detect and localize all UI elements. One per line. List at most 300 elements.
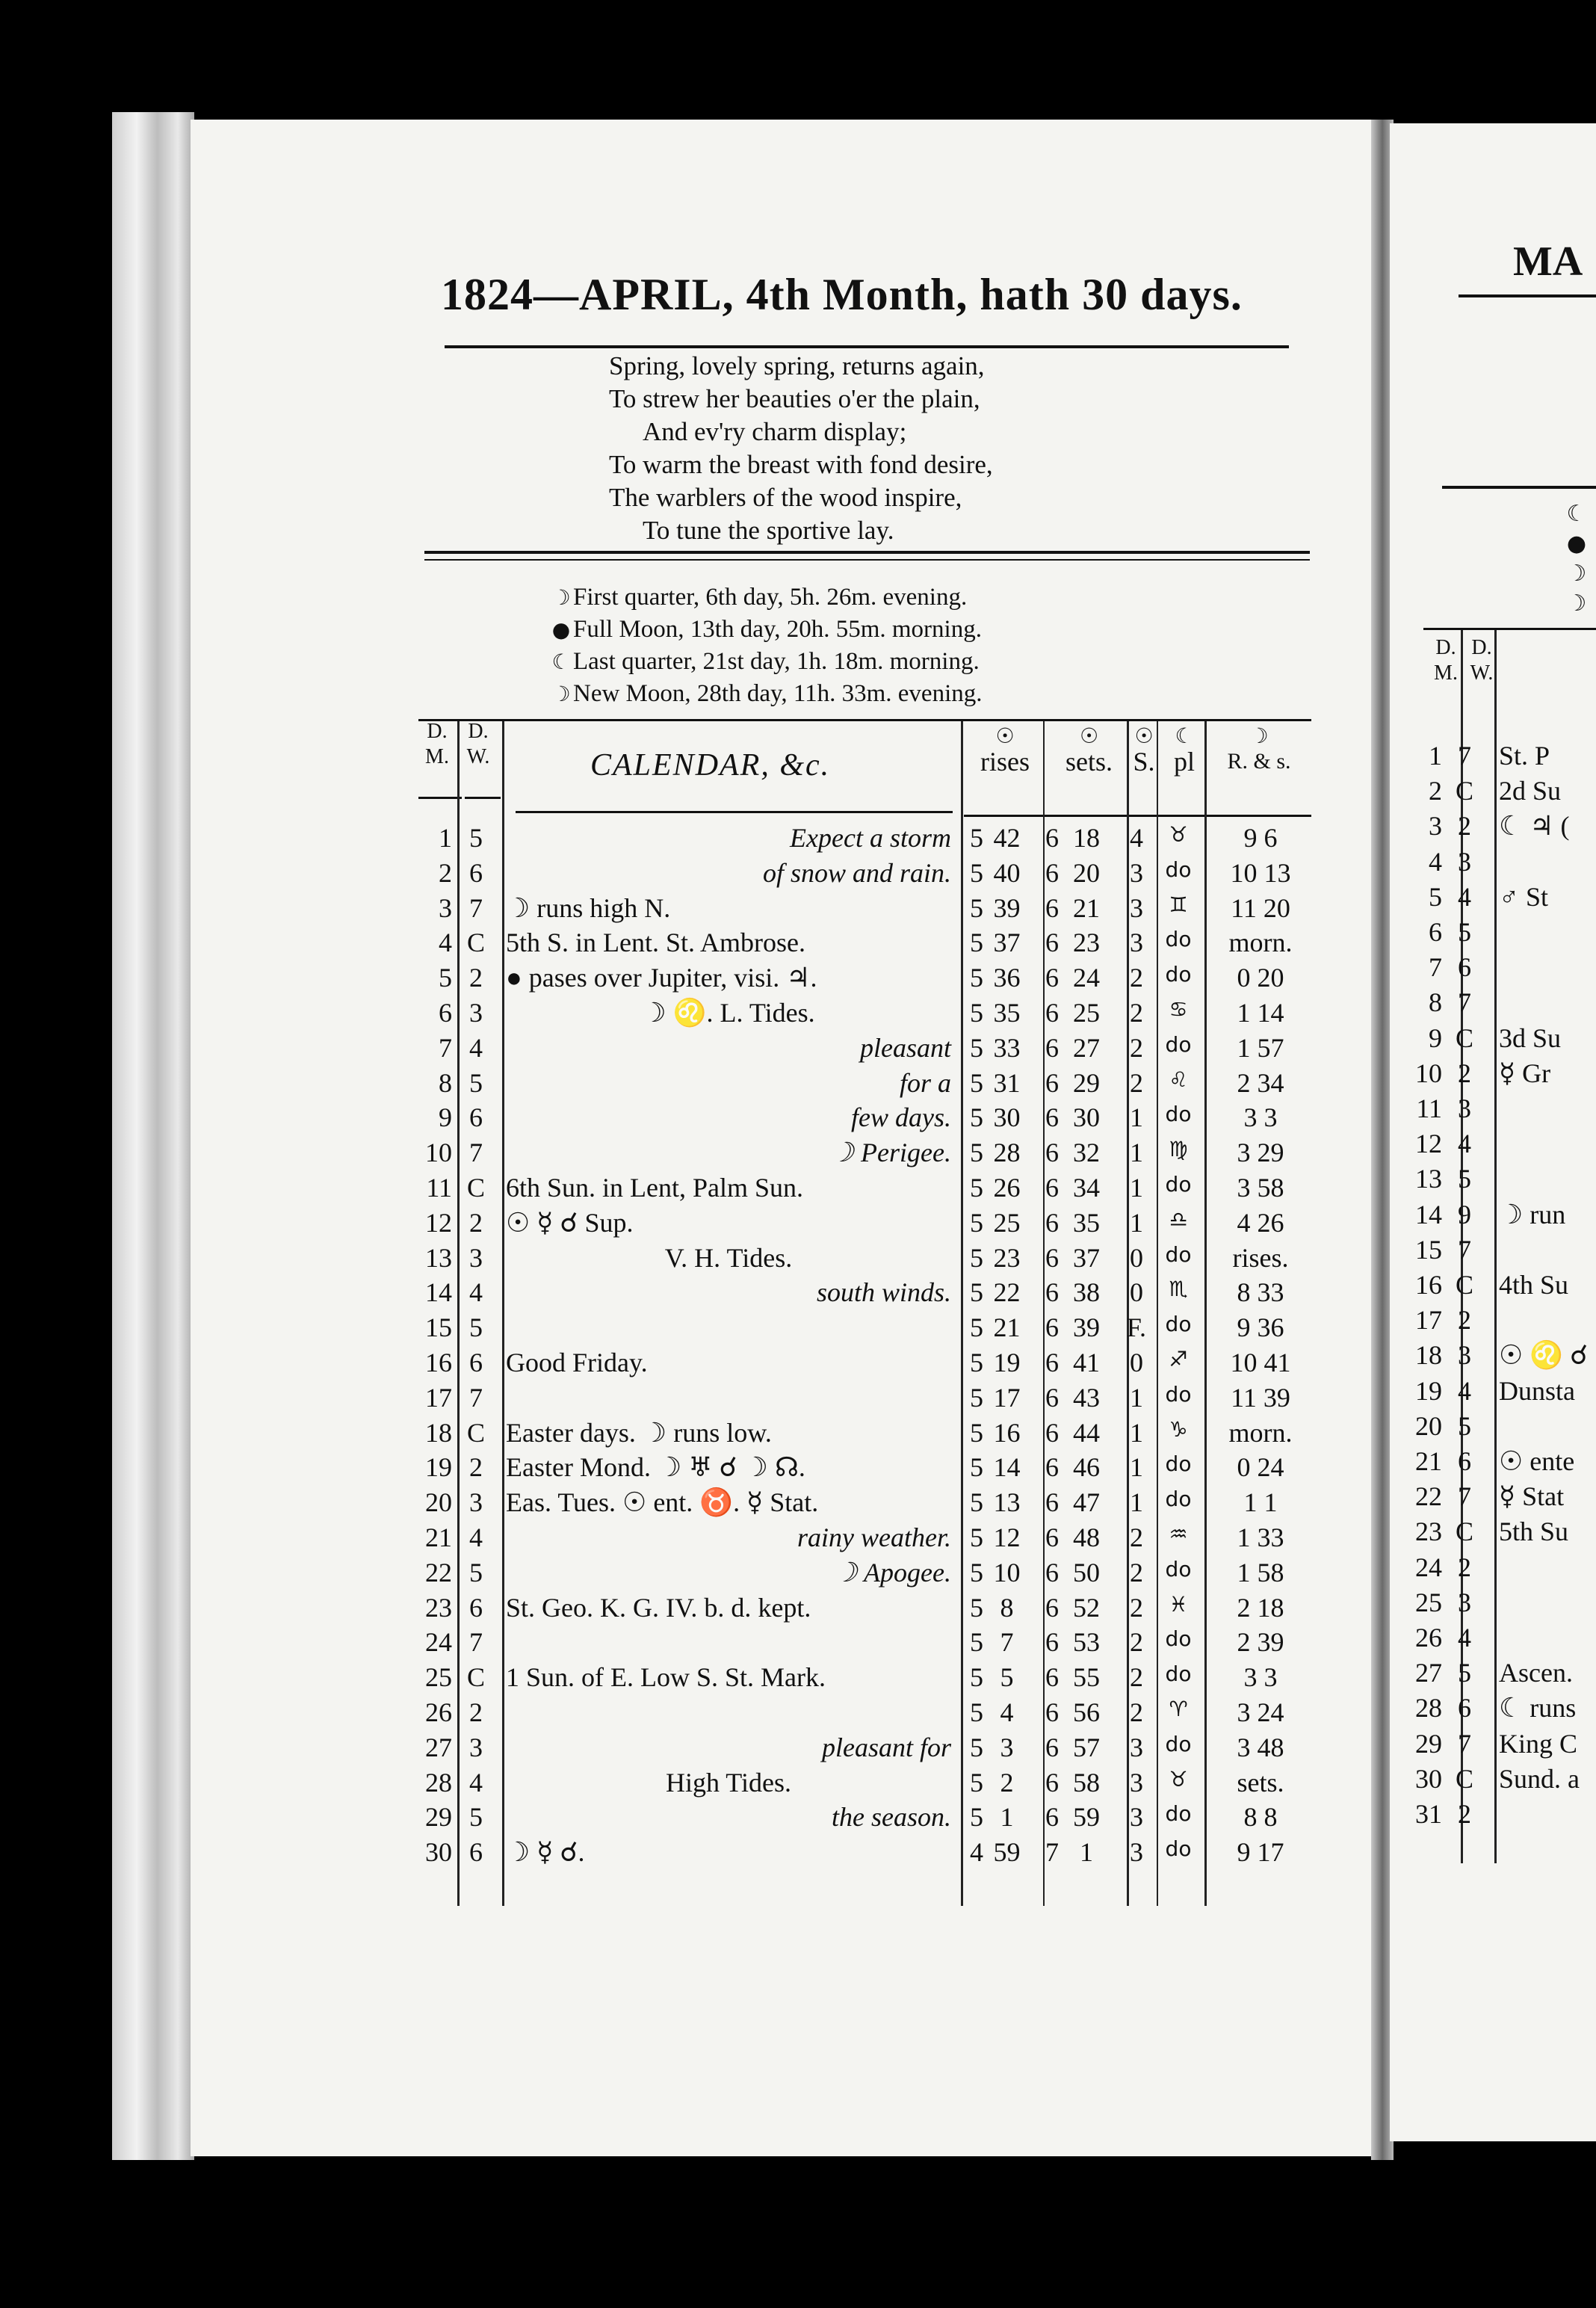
cell-rs: sets. bbox=[1237, 1767, 1284, 1798]
cell-rh: 5 bbox=[970, 1067, 983, 1098]
right-cell-dm: 3 bbox=[1429, 811, 1442, 842]
cell-rm: 39 bbox=[993, 892, 1021, 923]
cell-dw: 3 bbox=[469, 998, 483, 1028]
cell-rm: 7 bbox=[1000, 1627, 1014, 1658]
cell-dw: 3 bbox=[469, 1732, 483, 1762]
moon-phase-full: ● Full Moon, 13th day, 20h. 55m. morning. bbox=[549, 614, 1192, 646]
cell-sh: 6 bbox=[1045, 963, 1059, 993]
cell-rm: 36 bbox=[993, 963, 1021, 993]
cell-pl: do bbox=[1165, 927, 1192, 952]
cell-rh: 5 bbox=[970, 998, 983, 1028]
cell-calendar-note: pleasant for bbox=[821, 1732, 951, 1762]
cell-rm: 30 bbox=[993, 1102, 1021, 1133]
cell-rs: 9 36 bbox=[1237, 1312, 1284, 1343]
right-cell-dw: 7 bbox=[1458, 1481, 1471, 1512]
cell-sm: 50 bbox=[1073, 1557, 1100, 1587]
cell-rs: 2 34 bbox=[1237, 1067, 1284, 1098]
right-cell-dm: 11 bbox=[1416, 1093, 1442, 1123]
table-row bbox=[415, 1626, 1311, 1661]
table-row bbox=[415, 1451, 1311, 1486]
cell-calendar-note: Easter days. ☽ runs low. bbox=[506, 1417, 772, 1448]
right-cell-dm: 9 bbox=[1429, 1022, 1442, 1053]
right-table-row bbox=[1412, 1375, 1592, 1410]
cell-s: 1 bbox=[1130, 1207, 1143, 1238]
cell-rh: 5 bbox=[970, 1802, 983, 1833]
right-table-row bbox=[1412, 1798, 1592, 1833]
cell-dm: 1 bbox=[439, 823, 452, 853]
right-table-row bbox=[1412, 1199, 1592, 1233]
cell-dw: 3 bbox=[469, 1242, 483, 1273]
right-cell-cal: ☾ ♃ ( bbox=[1499, 811, 1570, 842]
cell-rh: 5 bbox=[970, 1242, 983, 1273]
cell-sm: 56 bbox=[1073, 1697, 1100, 1727]
right-cell-dw: 2 bbox=[1458, 1305, 1471, 1336]
cell-dw: 2 bbox=[469, 1452, 483, 1483]
right-cell-dw: 2 bbox=[1458, 811, 1471, 842]
table-row bbox=[415, 1312, 1311, 1346]
cell-rm: 10 bbox=[993, 1557, 1021, 1587]
cell-dm: 17 bbox=[425, 1382, 452, 1413]
cell-dw: 5 bbox=[469, 1067, 483, 1098]
cell-pl: do bbox=[1165, 1626, 1192, 1652]
cell-dw: 7 bbox=[469, 1138, 483, 1168]
cell-rs: rises. bbox=[1232, 1242, 1289, 1273]
cell-sh: 7 bbox=[1045, 1837, 1059, 1868]
right-table-row bbox=[1412, 881, 1592, 916]
cell-sh: 6 bbox=[1045, 1242, 1059, 1273]
cell-dm: 25 bbox=[425, 1662, 452, 1693]
cell-sm: 20 bbox=[1073, 857, 1100, 888]
cell-calendar-note: ☉ ☿ ☌ Sup. bbox=[506, 1207, 634, 1238]
right-cell-dw: C bbox=[1455, 1516, 1473, 1547]
cell-rm: 25 bbox=[993, 1207, 1021, 1238]
poem-line: Spring, lovely spring, returns again, bbox=[609, 351, 985, 380]
cell-dm: 3 bbox=[439, 892, 452, 923]
right-moon-phase-symbols bbox=[1565, 499, 1588, 619]
cell-dw: 5 bbox=[469, 823, 483, 853]
cell-rh: 5 bbox=[970, 1173, 983, 1203]
cell-rs: morn. bbox=[1228, 1417, 1293, 1448]
cell-rh: 5 bbox=[970, 1102, 983, 1133]
cell-rh: 5 bbox=[970, 1732, 983, 1762]
cell-rs: 1 57 bbox=[1237, 1032, 1284, 1063]
moon-phase-first-quarter: ☽ First quarter, 6th day, 5h. 26m. evening. bbox=[549, 581, 1192, 614]
cell-s: 2 bbox=[1130, 1697, 1143, 1727]
table-row bbox=[415, 1417, 1311, 1451]
cell-s: 3 bbox=[1130, 928, 1143, 958]
cell-rh: 5 bbox=[970, 1592, 983, 1623]
table-row bbox=[415, 892, 1311, 927]
cell-rs: 3 48 bbox=[1237, 1732, 1284, 1762]
poem-line: To strew her beauties o'er the plain, bbox=[609, 384, 980, 413]
cell-pl: do bbox=[1165, 1241, 1192, 1267]
cell-s: 3 bbox=[1130, 1732, 1143, 1762]
cell-dm: 26 bbox=[425, 1697, 452, 1727]
cell-calendar-note: few days. bbox=[851, 1102, 951, 1133]
cell-rm: 4 bbox=[1000, 1697, 1014, 1727]
cell-rs: morn. bbox=[1228, 928, 1293, 958]
cell-rm: 40 bbox=[993, 857, 1021, 888]
cell-dm: 24 bbox=[425, 1627, 452, 1658]
right-table-row bbox=[1412, 1622, 1592, 1656]
right-cell-dm: 16 bbox=[1415, 1270, 1442, 1300]
right-cell-dw: 6 bbox=[1458, 952, 1471, 983]
cell-rm: 8 bbox=[1000, 1592, 1014, 1623]
cell-pl: ♐ bbox=[1169, 1347, 1188, 1371]
cell-dm: 30 bbox=[425, 1837, 452, 1868]
cell-pl: ♑ bbox=[1169, 1416, 1188, 1442]
cell-s: 3 bbox=[1130, 1767, 1143, 1798]
cell-calendar-note: ☽ Apogee. bbox=[833, 1557, 951, 1587]
right-cell-dw: 7 bbox=[1458, 1728, 1471, 1759]
full-moon-icon: ● bbox=[1566, 531, 1587, 557]
cell-dw: 6 bbox=[469, 1837, 483, 1868]
cell-rs: 1 58 bbox=[1237, 1557, 1284, 1587]
right-cell-dm: 31 bbox=[1415, 1799, 1442, 1829]
cell-dw: 7 bbox=[469, 1382, 483, 1413]
cell-rm: 23 bbox=[993, 1242, 1021, 1273]
cell-dm: 20 bbox=[425, 1487, 452, 1518]
poem bbox=[609, 350, 1192, 547]
cell-rs: 1 14 bbox=[1237, 998, 1284, 1028]
cell-calendar-note: Expect a storm bbox=[790, 823, 951, 853]
table-row bbox=[415, 1487, 1311, 1521]
cell-rh: 5 bbox=[970, 1522, 983, 1552]
right-table-row bbox=[1412, 740, 1592, 774]
cell-rh: 5 bbox=[970, 1662, 983, 1693]
cell-sm: 32 bbox=[1073, 1138, 1100, 1168]
cell-sm: 18 bbox=[1073, 823, 1100, 853]
cell-sm: 41 bbox=[1073, 1348, 1100, 1377]
right-table-row bbox=[1412, 1552, 1592, 1586]
cell-s: 2 bbox=[1130, 1627, 1143, 1658]
cell-pl: do bbox=[1165, 1801, 1192, 1827]
cell-sh: 6 bbox=[1045, 1522, 1059, 1552]
moon-phase-new: ☽ New Moon, 28th day, 11h. 33m. evening. bbox=[549, 678, 1192, 710]
cell-s: 1 bbox=[1130, 1487, 1143, 1518]
table-row bbox=[415, 1277, 1311, 1311]
right-table-row bbox=[1412, 1128, 1592, 1162]
cell-dm: 10 bbox=[425, 1138, 452, 1168]
cell-calendar-note: ☽ ♌. L. Tides. bbox=[642, 998, 815, 1028]
cell-sm: 29 bbox=[1073, 1067, 1100, 1098]
table-row bbox=[415, 1032, 1311, 1067]
cell-dw: 5 bbox=[469, 1557, 483, 1587]
table-row bbox=[415, 1767, 1311, 1801]
right-cell-dw: 5 bbox=[1458, 1164, 1471, 1194]
right-table-row bbox=[1412, 810, 1592, 845]
moon-first-quarter-icon: ☽ bbox=[1566, 561, 1587, 587]
cell-rs: 9 6 bbox=[1243, 823, 1278, 853]
header-sun-sets: ☉ sets. bbox=[1050, 723, 1128, 774]
header-underline bbox=[964, 815, 1311, 817]
cell-rs: 2 18 bbox=[1237, 1592, 1284, 1623]
cell-sh: 6 bbox=[1045, 1277, 1059, 1308]
cell-rs: 4 26 bbox=[1237, 1207, 1284, 1238]
cell-sm: 59 bbox=[1073, 1802, 1100, 1833]
cell-dw: 2 bbox=[469, 1207, 483, 1238]
header-day-of-week: D. W. bbox=[466, 720, 490, 768]
cell-s: 2 bbox=[1130, 1067, 1143, 1098]
cell-dm: 29 bbox=[425, 1802, 452, 1833]
cell-rh: 5 bbox=[970, 1312, 983, 1343]
cell-calendar-note: 5th S. in Lent. St. Ambrose. bbox=[506, 928, 806, 958]
cell-dm: 8 bbox=[439, 1067, 452, 1098]
right-cell-cal: ☿ Gr bbox=[1499, 1058, 1551, 1088]
right-cell-cal: Dunsta bbox=[1499, 1375, 1575, 1406]
cell-s: 3 bbox=[1130, 1837, 1143, 1868]
right-cell-dw: 3 bbox=[1458, 846, 1471, 877]
cell-sh: 6 bbox=[1045, 1102, 1059, 1133]
right-cell-cal: 2d Su bbox=[1499, 776, 1562, 806]
right-cell-dw: 4 bbox=[1458, 1375, 1471, 1406]
right-cell-dw: 2 bbox=[1458, 1552, 1471, 1582]
header-moon-rises-sets: ☽ R. & s. bbox=[1207, 723, 1311, 774]
header-sun-rises: ☉ rises bbox=[964, 723, 1046, 774]
cell-sh: 6 bbox=[1045, 1173, 1059, 1203]
right-cell-dm: 25 bbox=[1415, 1587, 1442, 1617]
right-table-row bbox=[1412, 1445, 1592, 1480]
cell-s: 1 bbox=[1130, 1417, 1143, 1448]
right-cell-dm: 17 bbox=[1415, 1305, 1442, 1336]
right-cell-cal: 4th Su bbox=[1499, 1270, 1569, 1300]
cell-pl: ♒ bbox=[1169, 1522, 1188, 1546]
cell-rh: 5 bbox=[970, 1207, 983, 1238]
right-cell-dm: 1 bbox=[1429, 741, 1442, 771]
cell-rh: 4 bbox=[970, 1837, 983, 1868]
right-header-day-of-month: D. M. bbox=[1434, 636, 1458, 685]
cell-dw: 6 bbox=[469, 1592, 483, 1623]
right-cell-cal: ☾ runs bbox=[1499, 1693, 1577, 1724]
cell-dw: 2 bbox=[469, 963, 483, 993]
right-table-row bbox=[1412, 1093, 1592, 1127]
cell-sh: 6 bbox=[1045, 1382, 1059, 1413]
cell-calendar-note: rainy weather. bbox=[797, 1522, 951, 1552]
cell-sm: 57 bbox=[1073, 1732, 1100, 1762]
cell-s: 1 bbox=[1130, 1138, 1143, 1168]
cell-s: 0 bbox=[1130, 1277, 1143, 1308]
table-row bbox=[415, 1242, 1311, 1277]
right-cell-cal: ☿ Stat bbox=[1499, 1481, 1565, 1512]
right-cell-cal: ♂ St bbox=[1499, 881, 1549, 912]
table-row bbox=[415, 1137, 1311, 1171]
cell-rs: 0 24 bbox=[1237, 1452, 1284, 1483]
cell-sh: 6 bbox=[1045, 1767, 1059, 1798]
right-title-rule bbox=[1459, 294, 1596, 297]
right-table-row bbox=[1412, 1728, 1592, 1762]
cell-rs: 3 3 bbox=[1243, 1662, 1278, 1693]
right-cell-dm: 5 bbox=[1429, 881, 1442, 912]
cell-dw: 4 bbox=[469, 1522, 483, 1552]
cell-rm: 5 bbox=[1000, 1662, 1014, 1693]
right-cell-dm: 13 bbox=[1415, 1164, 1442, 1194]
new-moon-icon: ☽ bbox=[551, 682, 571, 706]
cell-calendar-note: for a bbox=[899, 1067, 951, 1098]
right-header-day-of-week: D. W. bbox=[1470, 636, 1494, 685]
right-table-row bbox=[1412, 951, 1592, 986]
cell-sh: 6 bbox=[1045, 1067, 1059, 1098]
cell-rm: 26 bbox=[993, 1173, 1021, 1203]
cell-calendar-note: ☽ ☿ ☌. bbox=[506, 1837, 585, 1868]
moon-last-quarter-icon: ☾ bbox=[551, 649, 571, 674]
right-cell-dm: 19 bbox=[1415, 1375, 1442, 1406]
cell-calendar-note: Easter Mond. ☽ ♅ ☌ ☽ ☊. bbox=[506, 1452, 805, 1483]
cell-rs: 0 20 bbox=[1237, 963, 1284, 993]
cell-dm: 27 bbox=[425, 1732, 452, 1762]
cell-calendar-note: ☽ Perigee. bbox=[829, 1138, 951, 1168]
cell-s: 2 bbox=[1130, 1662, 1143, 1693]
cell-rh: 5 bbox=[970, 1277, 983, 1308]
right-table-row bbox=[1412, 1304, 1592, 1339]
cell-sm: 46 bbox=[1073, 1452, 1100, 1483]
header-underline bbox=[516, 811, 953, 813]
cell-s: 0 bbox=[1130, 1242, 1143, 1273]
cell-rm: 59 bbox=[993, 1837, 1021, 1868]
cell-sh: 6 bbox=[1045, 823, 1059, 853]
cell-calendar-note: V. H. Tides. bbox=[664, 1242, 793, 1273]
cell-pl: ♏ bbox=[1169, 1277, 1188, 1302]
right-cell-cal: ☽ run bbox=[1499, 1199, 1566, 1229]
table-row bbox=[415, 997, 1311, 1031]
cell-sm: 35 bbox=[1073, 1207, 1100, 1238]
cell-pl: ♌ bbox=[1169, 1067, 1188, 1092]
header-day-of-month: D. M. bbox=[425, 720, 449, 768]
moon-phases bbox=[549, 581, 1192, 710]
table-row bbox=[415, 1172, 1311, 1206]
header-underline bbox=[465, 797, 501, 799]
poem-rule bbox=[424, 551, 1310, 554]
cell-sh: 6 bbox=[1045, 1032, 1059, 1063]
cell-sm: 24 bbox=[1073, 963, 1100, 993]
right-cell-dw: 2 bbox=[1458, 1058, 1471, 1088]
cell-s: 1 bbox=[1130, 1102, 1143, 1133]
cell-dw: 7 bbox=[469, 1627, 483, 1658]
cell-s: 3 bbox=[1130, 892, 1143, 923]
cell-rh: 5 bbox=[970, 928, 983, 958]
cell-dw: 3 bbox=[469, 1487, 483, 1518]
cell-dm: 2 bbox=[439, 857, 452, 888]
table-row bbox=[415, 1801, 1311, 1836]
cell-pl: do bbox=[1165, 1312, 1192, 1337]
right-cell-dw: 5 bbox=[1458, 1410, 1471, 1441]
right-table-row bbox=[1412, 1163, 1592, 1197]
right-cell-cal: King C bbox=[1499, 1728, 1578, 1759]
poem-line: To tune the sportive lay. bbox=[643, 516, 894, 545]
cell-rm: 35 bbox=[993, 998, 1021, 1028]
cell-dw: C bbox=[466, 928, 485, 958]
cell-dw: 4 bbox=[469, 1032, 483, 1063]
cell-dm: 23 bbox=[425, 1592, 452, 1623]
right-cell-dw: C bbox=[1455, 1763, 1473, 1794]
cell-sh: 6 bbox=[1045, 1312, 1059, 1343]
cell-rm: 42 bbox=[993, 823, 1021, 853]
cell-rh: 5 bbox=[970, 1627, 983, 1658]
cell-s: 2 bbox=[1130, 1592, 1143, 1623]
cell-rh: 5 bbox=[970, 1417, 983, 1448]
right-table-row bbox=[1412, 987, 1592, 1021]
cell-dw: 4 bbox=[469, 1277, 483, 1308]
right-table-row bbox=[1412, 1516, 1592, 1550]
moon-icon: ☾ bbox=[1175, 723, 1194, 748]
cell-calendar-note: Good Friday. bbox=[506, 1348, 648, 1377]
cell-rh: 5 bbox=[970, 857, 983, 888]
cell-sh: 6 bbox=[1045, 1452, 1059, 1483]
cell-sh: 6 bbox=[1045, 998, 1059, 1028]
table-top-rule bbox=[418, 719, 1311, 721]
cell-pl: ♉ bbox=[1169, 1766, 1188, 1792]
full-moon-icon: ● bbox=[551, 617, 571, 642]
cell-dm: 11 bbox=[426, 1173, 452, 1203]
cell-calendar-note: the season. bbox=[832, 1802, 951, 1833]
page-title: 1824—APRIL, 4th Month, hath 30 days. bbox=[441, 270, 1243, 319]
cell-sm: 34 bbox=[1073, 1173, 1100, 1203]
cell-rm: 12 bbox=[993, 1522, 1021, 1552]
cell-pl: do bbox=[1165, 1836, 1192, 1862]
cell-calendar-note: Eas. Tues. ☉ ent. ♉. ☿ Stat. bbox=[506, 1487, 819, 1518]
cell-rs: 10 13 bbox=[1230, 857, 1291, 888]
cell-pl: do bbox=[1165, 1381, 1192, 1407]
cell-rm: 19 bbox=[993, 1348, 1021, 1377]
cell-dm: 7 bbox=[439, 1032, 452, 1063]
cell-rs: 3 29 bbox=[1237, 1138, 1284, 1168]
cell-rs: 8 33 bbox=[1237, 1277, 1284, 1308]
cell-calendar-note: of snow and rain. bbox=[762, 857, 951, 888]
cell-s: 0 bbox=[1130, 1348, 1143, 1377]
cell-sh: 6 bbox=[1045, 1417, 1059, 1448]
cell-s: 4 bbox=[1130, 823, 1143, 853]
poem-line: The warblers of the wood inspire, bbox=[609, 483, 962, 512]
cell-rs: 11 39 bbox=[1231, 1382, 1290, 1413]
book-page-edges bbox=[112, 112, 194, 2160]
cell-rh: 5 bbox=[970, 963, 983, 993]
right-cell-dw: 4 bbox=[1458, 1623, 1471, 1653]
cell-sm: 38 bbox=[1073, 1277, 1100, 1308]
cell-sh: 6 bbox=[1045, 928, 1059, 958]
table-row bbox=[415, 1067, 1311, 1102]
table-row bbox=[415, 1836, 1311, 1871]
cell-dw: 4 bbox=[469, 1767, 483, 1798]
cell-rm: 3 bbox=[1000, 1732, 1014, 1762]
cell-rh: 5 bbox=[970, 1138, 983, 1168]
cell-dm: 19 bbox=[425, 1452, 452, 1483]
cell-dm: 15 bbox=[425, 1312, 452, 1343]
right-cell-dw: 7 bbox=[1458, 1234, 1471, 1265]
table-row bbox=[415, 1102, 1311, 1136]
cell-dm: 22 bbox=[425, 1557, 452, 1587]
cell-dw: C bbox=[466, 1173, 485, 1203]
right-table-row bbox=[1412, 1058, 1592, 1092]
table-row bbox=[415, 1347, 1311, 1381]
cell-rs: 11 20 bbox=[1231, 892, 1290, 923]
cell-sm: 30 bbox=[1073, 1102, 1100, 1133]
right-table-row bbox=[1412, 1269, 1592, 1303]
cell-rs: 1 1 bbox=[1243, 1487, 1278, 1518]
cell-rs: 3 58 bbox=[1237, 1173, 1284, 1203]
right-cell-cal: St. P bbox=[1499, 741, 1550, 771]
cell-pl: do bbox=[1165, 857, 1192, 882]
cell-sh: 6 bbox=[1045, 1802, 1059, 1833]
right-cell-dm: 18 bbox=[1415, 1340, 1442, 1371]
cell-calendar-note: ● pases over Jupiter, visi. ♃. bbox=[506, 963, 817, 993]
cell-calendar-note: St. Geo. K. G. IV. b. d. kept. bbox=[506, 1592, 811, 1623]
right-cell-dm: 2 bbox=[1429, 776, 1442, 806]
table-row bbox=[415, 1697, 1311, 1731]
right-cell-cal: 5th Su bbox=[1499, 1516, 1569, 1547]
right-cell-dw: 5 bbox=[1458, 917, 1471, 947]
cell-sm: 47 bbox=[1073, 1487, 1100, 1518]
right-cell-dw: 4 bbox=[1458, 1129, 1471, 1159]
cell-dm: 16 bbox=[425, 1348, 452, 1377]
